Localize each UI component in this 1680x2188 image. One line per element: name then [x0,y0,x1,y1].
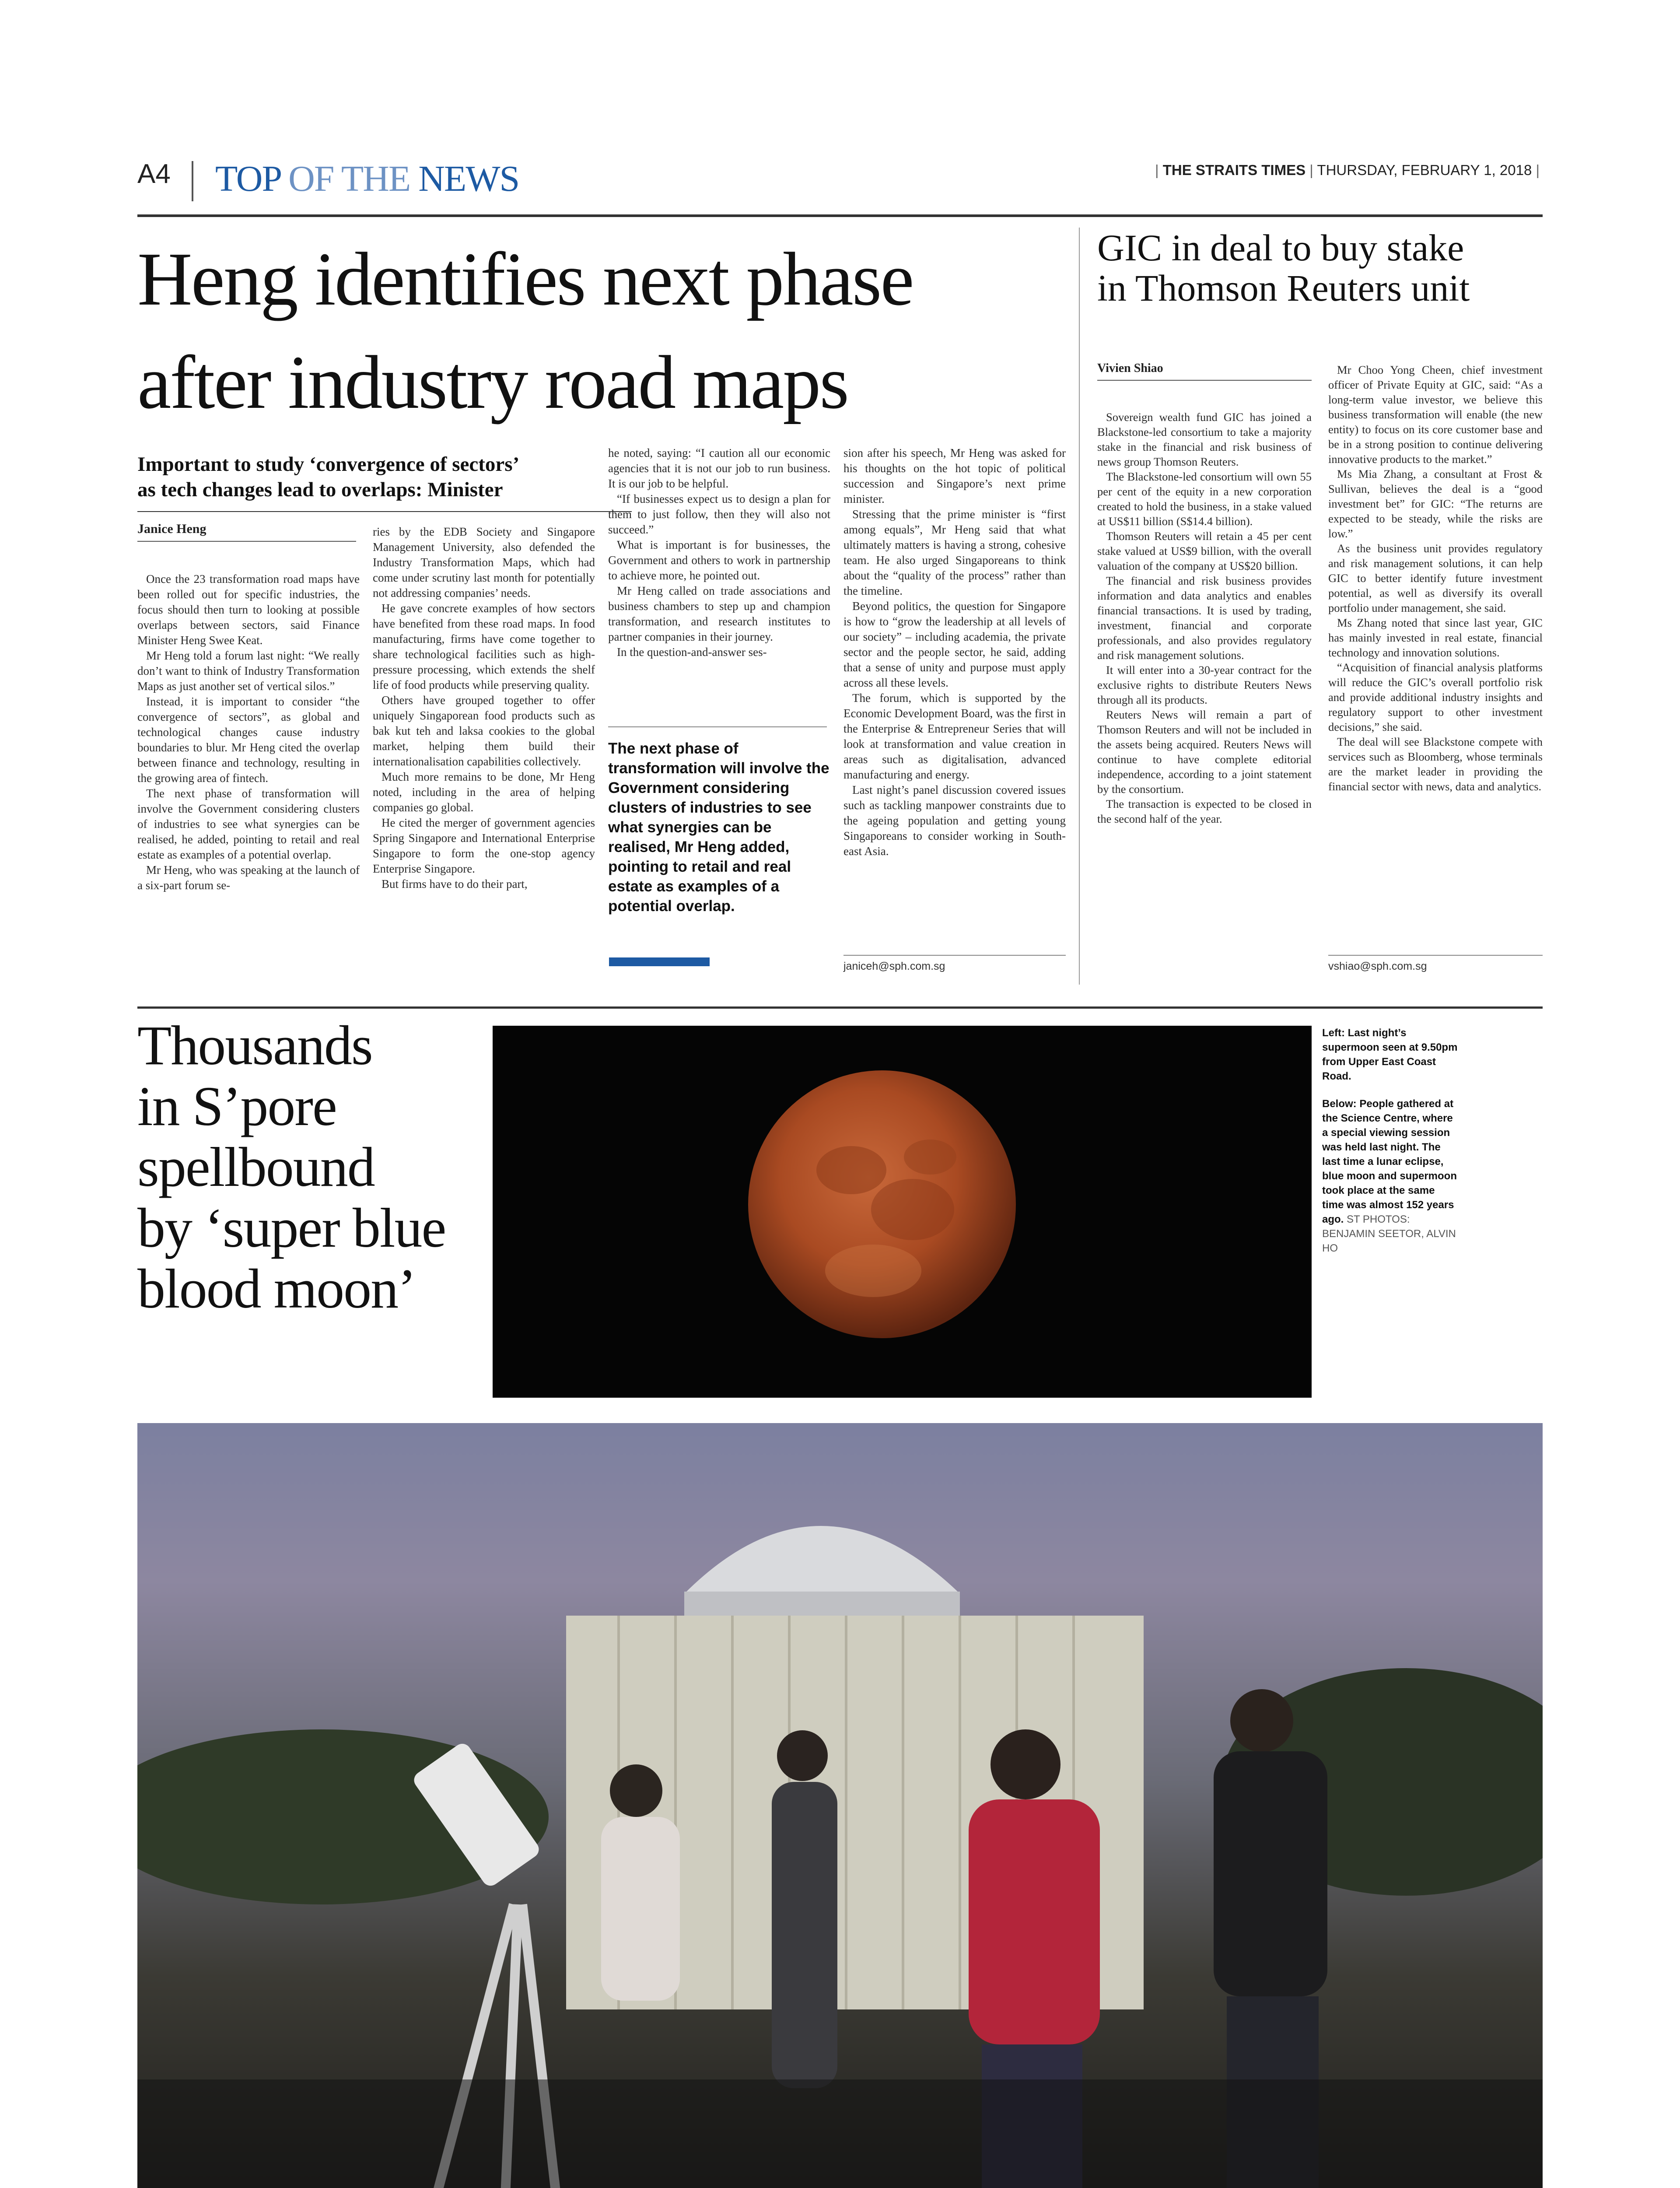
gic-col1-p7: The transaction is expected to be closed in the second half of the year. [1097,797,1312,825]
gic-col1-p3: Thomson Reuters will retain a 45 per cent stake valued at US$9 billion, with the overall valuation of the company at US$20 billion. [1097,529,1312,572]
caption-left: Left: Last night’s supermoon seen at 9.50pm from Upper East Coast Road. [1322,1027,1458,1082]
lead-col4-p5: Last night’s panel discussion covered issues such as tackling manpower constraints due to the ageing population and getting young Singaporeans to consider working in South-east Asia. [844,783,1066,858]
lead-col2-p6: But firms have to do their part, [382,877,528,891]
lead-col2-p3: Others have grouped together to offer uniquely Singaporean food products such as bak kut teh and laksa cookies to the global market, helping them build their internationalisation capabilities collectively. [373,694,595,768]
moon-headline-line2: in S’pore [137,1075,336,1137]
gic-email-rule [1328,955,1543,956]
lead-col4-p2: Stressing that the prime minister is “first among equals”, Mr Heng said that what ultimately matters is having a strong, cohesive team. He also urged Singaporeans to think about the “quality of the process” rather than the timeline. [844,508,1066,597]
gic-byline: Vivien Shiao [1097,361,1163,375]
lead-col2-p2: He gave concrete examples of how sectors have benefited from these road maps. In food manufacturing, firms have come together to share technological facilities such as high-pressure processing, which extends the shelf life of food products while preserving quality. [373,602,595,691]
pullquote-top-rule [608,726,827,727]
gic-col1-p6: Reuters News will remain a part of Thomson Reuters and will not be included in the assets being acquired. Reuters News will continue to have complete editorial independence, according to a joint statement by the consortium. [1097,708,1312,796]
lead-col2-p1: ries by the EDB Society and Singapore Management University, also defended the Industry Transformation Maps, which had come under scrutiny last month for potentially not addressing companies’ needs. [373,525,595,600]
caption-below: Below: People gathered at the Science Centre, where a special viewing session was held last night. The last time a lunar eclipse, blue moon and supermoon took place at the same time was almost 152 years ago. [1322,1098,1457,1225]
lead-headline-line1: Heng identifies next phase [137,237,913,321]
blood-moon-graphic [493,1026,1312,1398]
lead-col3-p2: “If businesses expect us to design a plan for them to just follow, then they will also not succeed.” [608,492,830,536]
moon-photo [493,1026,1312,1398]
dateline: | THE STRAITS TIMES | THURSDAY, FEBRUARY 1, 2018 | [1155,162,1540,178]
lead-subhead-line2: as tech changes lead to overlaps: Minister [137,478,503,501]
lead-byline: Janice Heng [137,522,206,536]
lead-col4-p1: sion after his speech, Mr Heng was asked for his thoughts on the hot topic of political succession and Singapore’s next prime minister. [844,446,1066,505]
masthead-divider [192,161,193,201]
gic-headline-line2: in Thomson Reuters unit [1097,267,1470,309]
page-number: A4 [137,159,171,189]
gic-headline-line1: GIC in deal to buy stake [1097,227,1464,269]
newspaper-name: THE STRAITS TIMES [1162,162,1306,178]
lead-subhead-rule [137,511,632,512]
moon-headline-line4: by ‘super blue [137,1197,446,1259]
gic-email: vshiao@sph.com.sg [1328,960,1427,972]
lead-col1-p5: Mr Heng, who was speaking at the launch of a six-part forum se- [137,863,360,892]
lead-column-1 [137,572,360,893]
gic-col2-p2: Ms Mia Zhang, a consultant at Frost & Sullivan, believes the deal is a “good investment bet” for GIC: “The returns are expected to be steady, while the risks are low.” [1328,467,1543,540]
lead-byline-rule [137,541,356,542]
lead-subhead-line1: Important to study ‘convergence of sectors’ [137,453,520,476]
photo-credit: ST PHOTOS: BENJAMIN SEETOR, ALVIN HO [1322,1213,1456,1254]
gic-col2-p1: Mr Choo Yong Cheen, chief investment officer of Private Equity at GIC, said: “As a long-term value investor, we believe this business transformation will enable (the new entity) to focus on its core customer base and be in a strong position to continue delivering innovative products to the market.” [1328,363,1543,466]
lead-column-3 [608,445,830,660]
gic-col2-p6: The deal will see Blackstone compete with services such as Bloomberg, whose terminals are the market leader in providing the financial sector with news, data and analytics. [1328,735,1543,793]
lead-col3-p5: In the question-and-answer ses- [617,645,767,659]
lead-column-4 [844,445,1066,859]
lead-col3-p3: What is important is for businesses, the Government and others to work in partnership to achieve more, he pointed out. [608,538,830,582]
lead-col4-p3: Beyond politics, the question for Singapore is how to “grow the leadership at all levels of our society” – including academia, the private sector and the people sector, he said, adding that a sense of unity and purpose must apply across all these levels. [844,600,1066,689]
section-rule [137,1006,1543,1009]
moon-headline-line1: Thousands [137,1014,372,1076]
gic-col1-p2: The Blackstone-led consortium will own 55 per cent of the equity in a new corporation created to hold the business, in a stake valued at US$11 billion (S$14.4 billion). [1097,470,1312,528]
gic-column-1 [1097,410,1312,826]
gic-byline-rule [1097,380,1312,381]
lead-email: janiceh@sph.com.sg [844,960,945,972]
column-divider [1079,228,1080,985]
lead-column-2 [373,524,595,892]
masthead-rule [137,214,1543,217]
pullquote-accent-bar [609,957,710,966]
pullquote: The next phase of transformation will involve the Government considering clusters of industries to see what synergies can be realised, Mr Heng added, pointing to retail and real estate as examples of a potential overlap. [608,740,830,915]
gic-headline [1097,228,1544,308]
lead-headline [137,228,1074,434]
gic-col1-p5: It will enter into a 30-year contract for the exclusive rights to distribute Reuters News through all its products. [1097,663,1312,706]
lead-col1-p1: Once the 23 transformation road maps have been rolled out for specific industries, the focus should then turn to looking at possible overlaps between sectors, said Finance Minister Heng Swee Keat. [137,572,360,647]
lead-col4-p4: The forum, which is supported by the Economic Development Board, was the first in the Enterprise & Entrepreneur Series that will look at transformation and value creation in areas such as digitalisation, advanced manufacturing and energy. [844,691,1066,781]
section-title-news: NEWS [418,158,519,199]
lead-col2-p5: He cited the merger of government agencies Spring Singapore and International Enterprise Singapore to form the one-stop agency Enterprise Singapore. [373,816,595,875]
section-title-of-the: OF THE [288,158,410,199]
gic-col2-p5: “Acquisition of financial analysis platforms will reduce the GIC’s overall portfolio risk and provide additional industry insights and regulatory support to other investment decisions,” she said. [1328,661,1543,733]
lead-col1-p2: Mr Heng told a forum last night: “We really don’t want to think of Industry Transformation Maps as just another set of vertical silos.” [137,649,360,693]
lead-headline-line2: after industry road maps [137,340,848,424]
gic-column-2 [1328,362,1543,794]
issue-date: THURSDAY, FEBRUARY 1, 2018 [1317,162,1532,178]
lead-col3-p4: Mr Heng called on trade associations and business chambers to step up and champion transformation, and research institutes to partner companies in their journey. [608,584,830,643]
lead-col2-p4: Much more remains to be done, Mr Heng noted, including in the area of helping companies go global. [373,770,595,814]
lead-col3-p1: he noted, saying: “I caution all our economic agencies that it is not our job to run business. It is our job to be helpful. [608,446,830,490]
crowd-scene-graphic [137,1423,1543,2188]
moon-headline [137,1015,487,1319]
lead-email-rule [844,955,1066,956]
moon-headline-line3: spellbound [137,1136,374,1198]
gic-col1-p4: The financial and risk business provides information and data analytics and enables financial transactions. It is used by trading, investment, financial and corporate professionals, and also provides regulatory and risk management solutions. [1097,574,1312,662]
lead-subhead [137,452,627,502]
section-title [215,158,519,200]
moon-captions [1322,1026,1458,1255]
gic-col1-p1: Sovereign wealth fund GIC has joined a Blackstone-led consortium to take a majority stake in the financial and risk business of news group Thomson Reuters. [1097,410,1312,468]
section-title-top: TOP [215,158,280,199]
gic-col2-p4: Ms Zhang noted that since last year, GIC has mainly invested in real estate, financial technology and innovation solutions. [1328,616,1543,659]
lead-col1-p3: Instead, it is important to consider “the convergence of sectors”, as global and technological changes cause industry boundaries to blur. Mr Heng cited the overlap between finance and technology, resulting in the growing area of fintech. [137,695,360,785]
science-centre-photo [137,1423,1543,2188]
gic-col2-p3: As the business unit provides regulatory and risk management solutions, it can help GIC to better identify future investment potential, as well as diversify its overall portfolio under management, she said. [1328,542,1543,614]
moon-headline-line5: blood moon’ [137,1258,416,1320]
lead-col1-p4: The next phase of transformation will involve the Government considering clusters of industries to see what synergies can be realised, he added, pointing to retail and real estate as examples of a potential overlap. [137,787,360,861]
